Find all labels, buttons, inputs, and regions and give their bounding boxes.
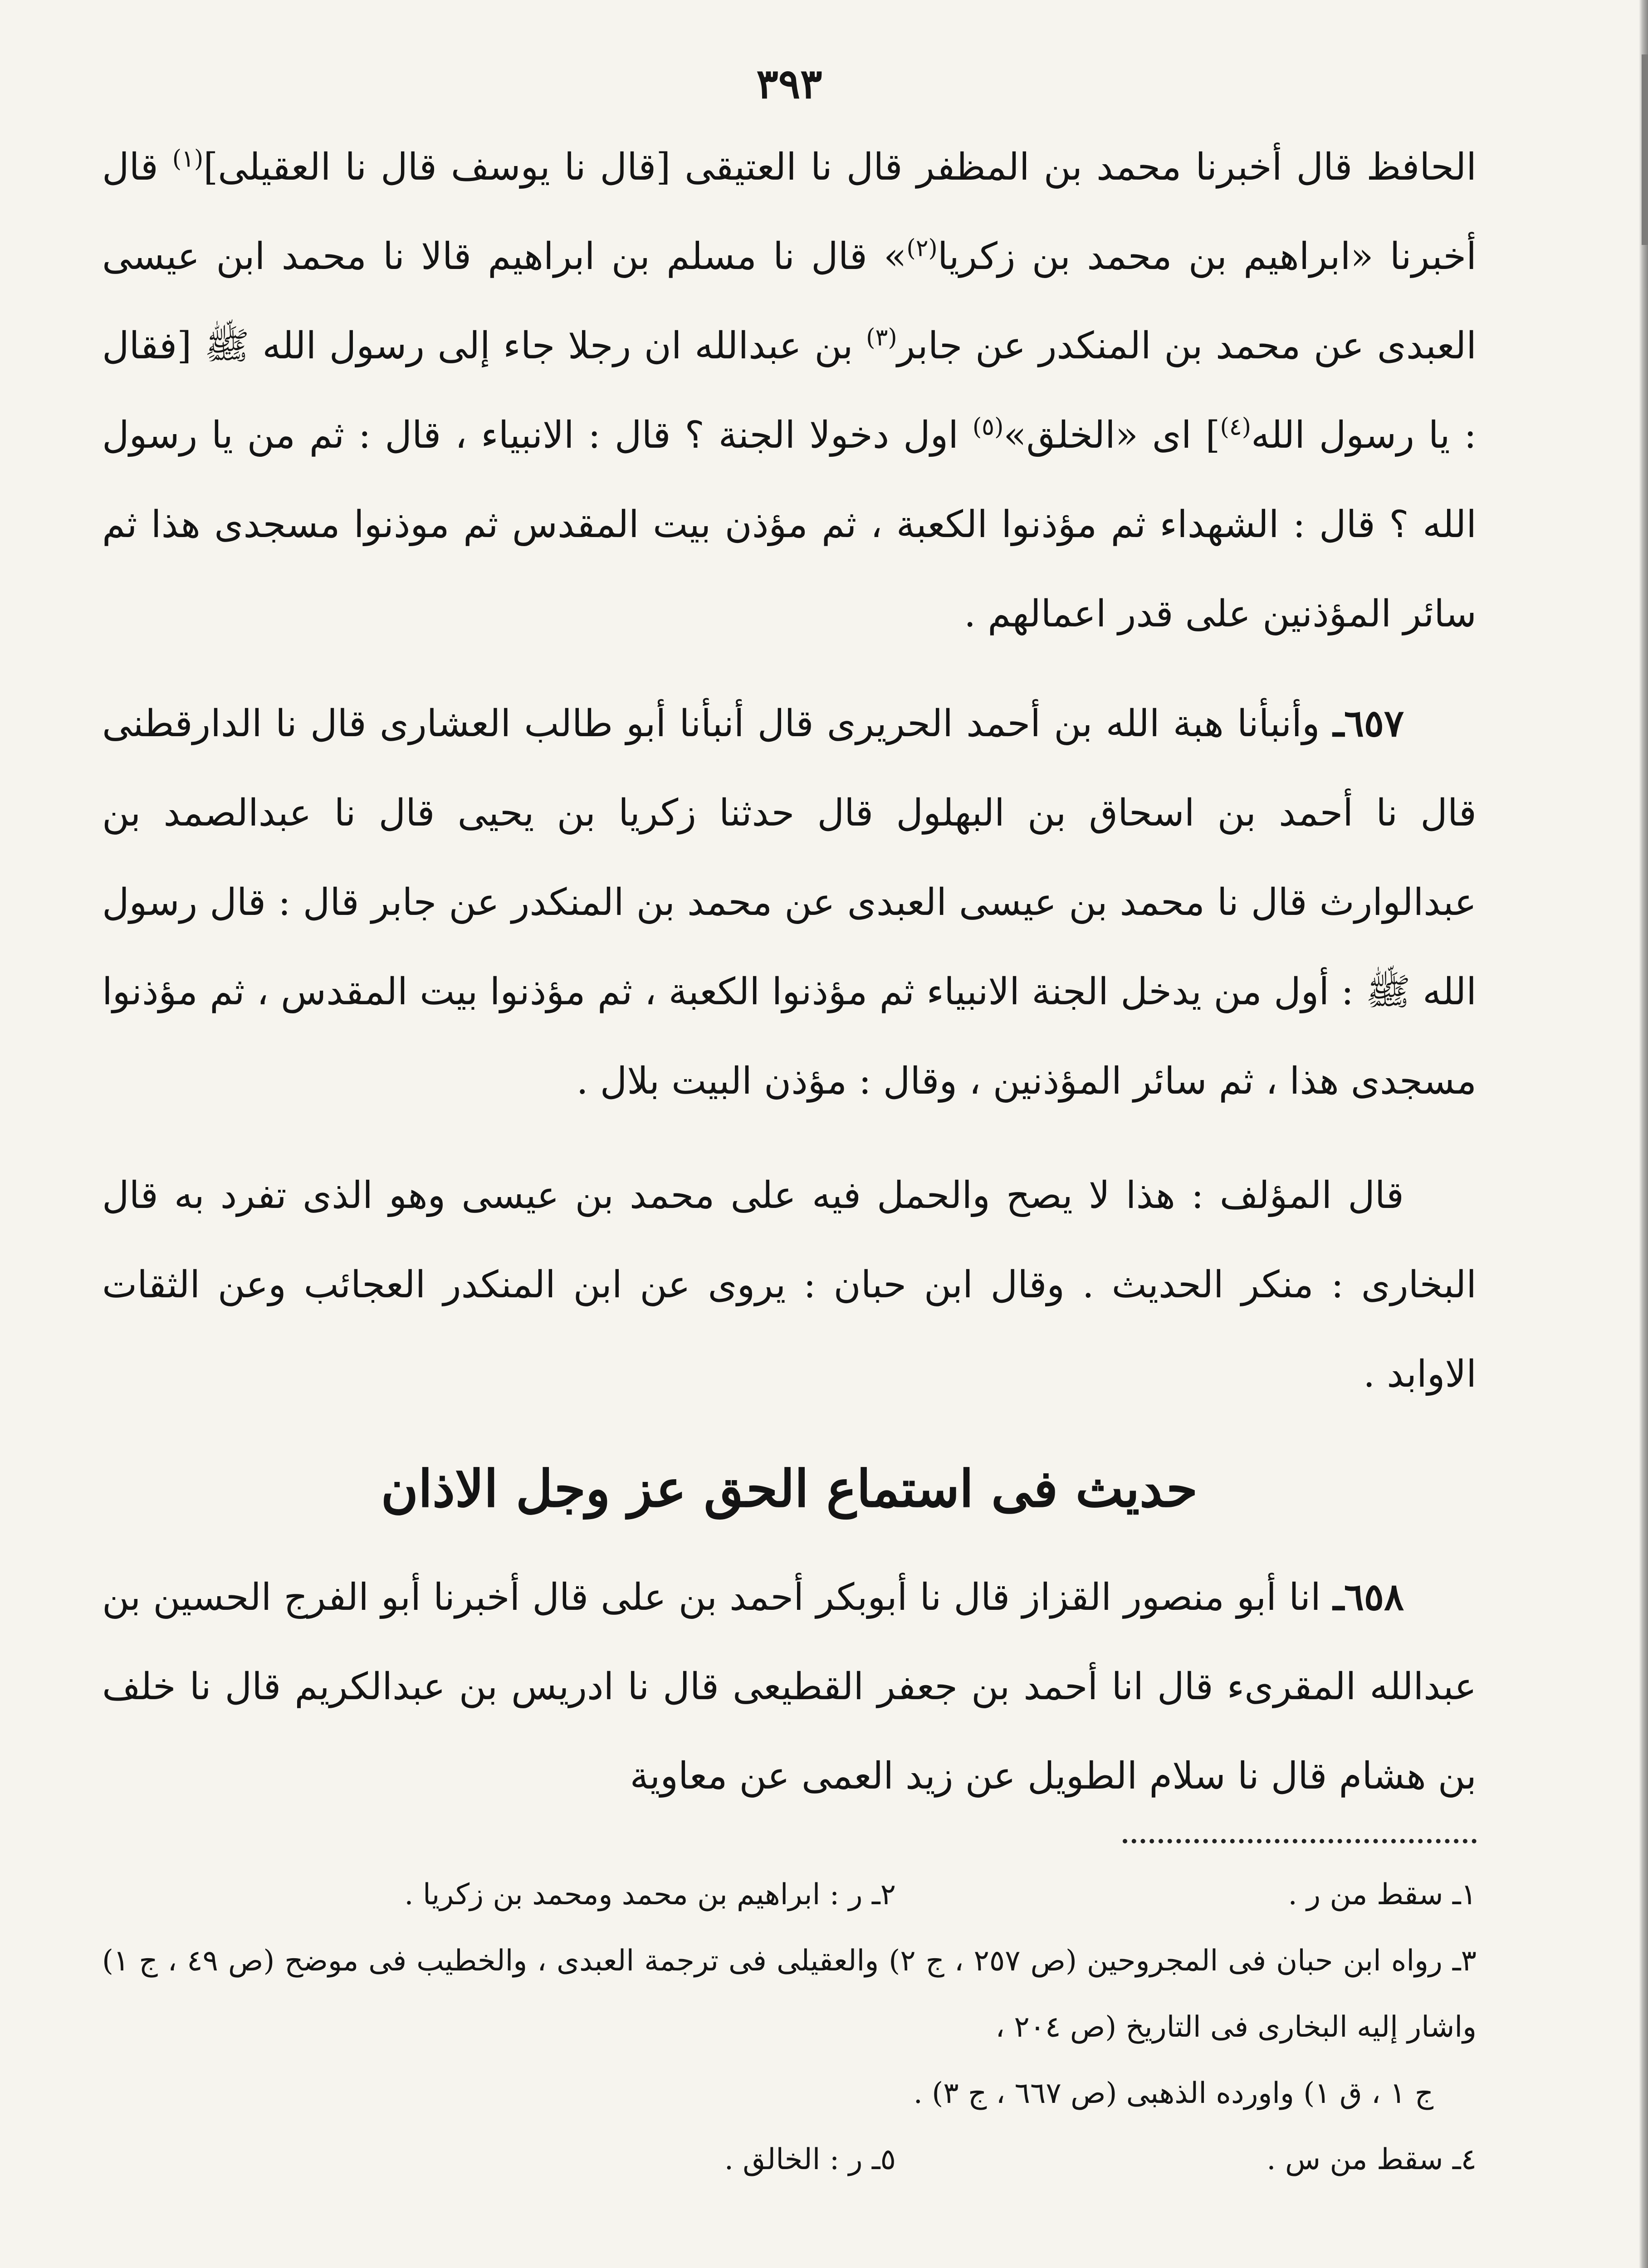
hadith-text: وأنبأنا هبة الله بن أحمد الحريرى قال أنبأنا أبو طالب العشارى قال نا الدارقطنى قال نا أحمد بن اسحاق بن البهلول قال حدثنا زكريا بن يحيى قال نا عبدالصمد بن عبدالوارث قال نا محمد بن عيسى العبدى عن محمد بن المنكدر عن جابر قال : قال رسول الله ﷺ : أول من يدخل الجنة الانبياء ثم مؤذنوا الكعبة ، ثم مؤذنوا بيت المقدس ، ثم مؤذنوا مسجدى هذا ، ثم سائر المؤذنين ، وقال : مؤذن البيت بلال . [102,702,1477,1103]
footnote-text: رواه ابن حبان فى المجروحين (ص ٢٥٧ ، ج ٢) والعقيلى فى ترجمة العبدى ، والخطيب فى موضح (ص ٤٩ ، ج ١) واشار إليه البخارى فى التاريخ (ص ٢٠٤ ، [102,1944,1477,2044]
footnote-5 [315,2126,896,2193]
footnote-ref-2[interactable]: (٢) [906,235,938,262]
book-page [102,54,1477,2193]
footnote-row [102,1862,1477,1928]
footnote-number: ١ـ [1452,1878,1477,1911]
footnote-ref-3[interactable]: (٣) [866,324,897,352]
footnote-3 [102,1928,1477,2126]
footnote-text: سقط من ر . [1288,1878,1452,1911]
footnote-text: ر : الخالق . [724,2143,872,2176]
footnote-continuation: ج ١ ، ق ١) واورده الذهبى (ص ٦٦٧ ، ج ٣) . [913,2077,1433,2110]
footnote-text: سقط من س . [1267,2143,1452,2176]
page-edge-shadow [1639,0,1648,2268]
section-heading: حديث فى استماع الحق عز وجل الاذان [381,1459,1198,1519]
paragraph-text: ] اى «الخلق» [1003,414,1220,457]
footnote-4 [896,2126,1477,2193]
footnote-2 [315,1862,896,1928]
footnote-number: ٥ـ [871,2143,896,2176]
paragraph-text: بن عبدالله ان رجلا جاء إلى رسول الله ﷺ [فقال : يا رسول الله [102,324,1477,457]
hadith-number: ٦٥٧ـ [1333,702,1404,745]
paragraph-text: اول دخولا الجنة ؟ قال : الانبياء ، قال : ثم من يا رسول الله ؟ قال : الشهداء ثم مؤذنوا الكعبة ، ثم مؤذن بيت المقدس ثم موذنوا مسجدى هذا ثم سائر المؤذنين على قدر اعمالهم . [102,414,1477,635]
footnote-number: ٤ـ [1452,2143,1477,2176]
footnote-number: ٣ـ [1452,1944,1477,1978]
footnotes [102,1862,1477,2193]
hadith-658 [102,1553,1477,1821]
footnote-text: ر : ابراهيم بن محمد ومحمد بن زكريا . [404,1878,872,1911]
paragraph-text: الحافظ قال أخبرنا محمد بن المظفر قال نا العتيقى [قال نا يوسف قال نا العقيلى] [203,146,1477,189]
binding-mark [1642,54,1648,245]
footnote-1 [896,1862,1477,1928]
footnote-separator [1123,1839,1477,1843]
paragraph-text: قال أخبرنا «ابراهيم بن محمد بن زكريا [102,146,1477,278]
page-number: ٣٩٣ [756,60,822,108]
author-note: قال المؤلف : هذا لا يصح والحمل فيه على محمد بن عيسى وهو الذى تفرد به قال البخارى : منكر الحديث . وقال ابن حبان : يروى عن ابن المنكدر العجائب وعن الثقات الاوابد . [102,1174,1477,1396]
footnote-row [102,2126,1477,2193]
footnote-number: ٢ـ [871,1878,896,1911]
paragraph-continuation [102,122,1477,659]
paragraph-text: » قال نا مسلم بن ابراهيم قالا نا محمد ابن عيسى العبدى عن محمد بن المنكدر عن جابر [102,235,1477,367]
footnote-ref-4[interactable]: (٤) [1220,413,1252,441]
hadith-text: انا أبو منصور القزاز قال نا أبوبكر أحمد بن على قال أخبرنا أبو الفرج الحسين بن عبدالله المقرىء قال انا أحمد بن جعفر القطيعى قال نا ادريس بن عبدالكريم قال نا خلف بن هشام قال نا سلام الطويل عن زيد العمى عن معاوية [102,1576,1477,1798]
footnote-ref-1[interactable]: (١) [172,145,204,173]
footnote-ref-5[interactable]: (٥) [972,413,1004,441]
hadith-number: ٦٥٨ـ [1333,1575,1404,1619]
hadith-657 [102,679,1477,1126]
